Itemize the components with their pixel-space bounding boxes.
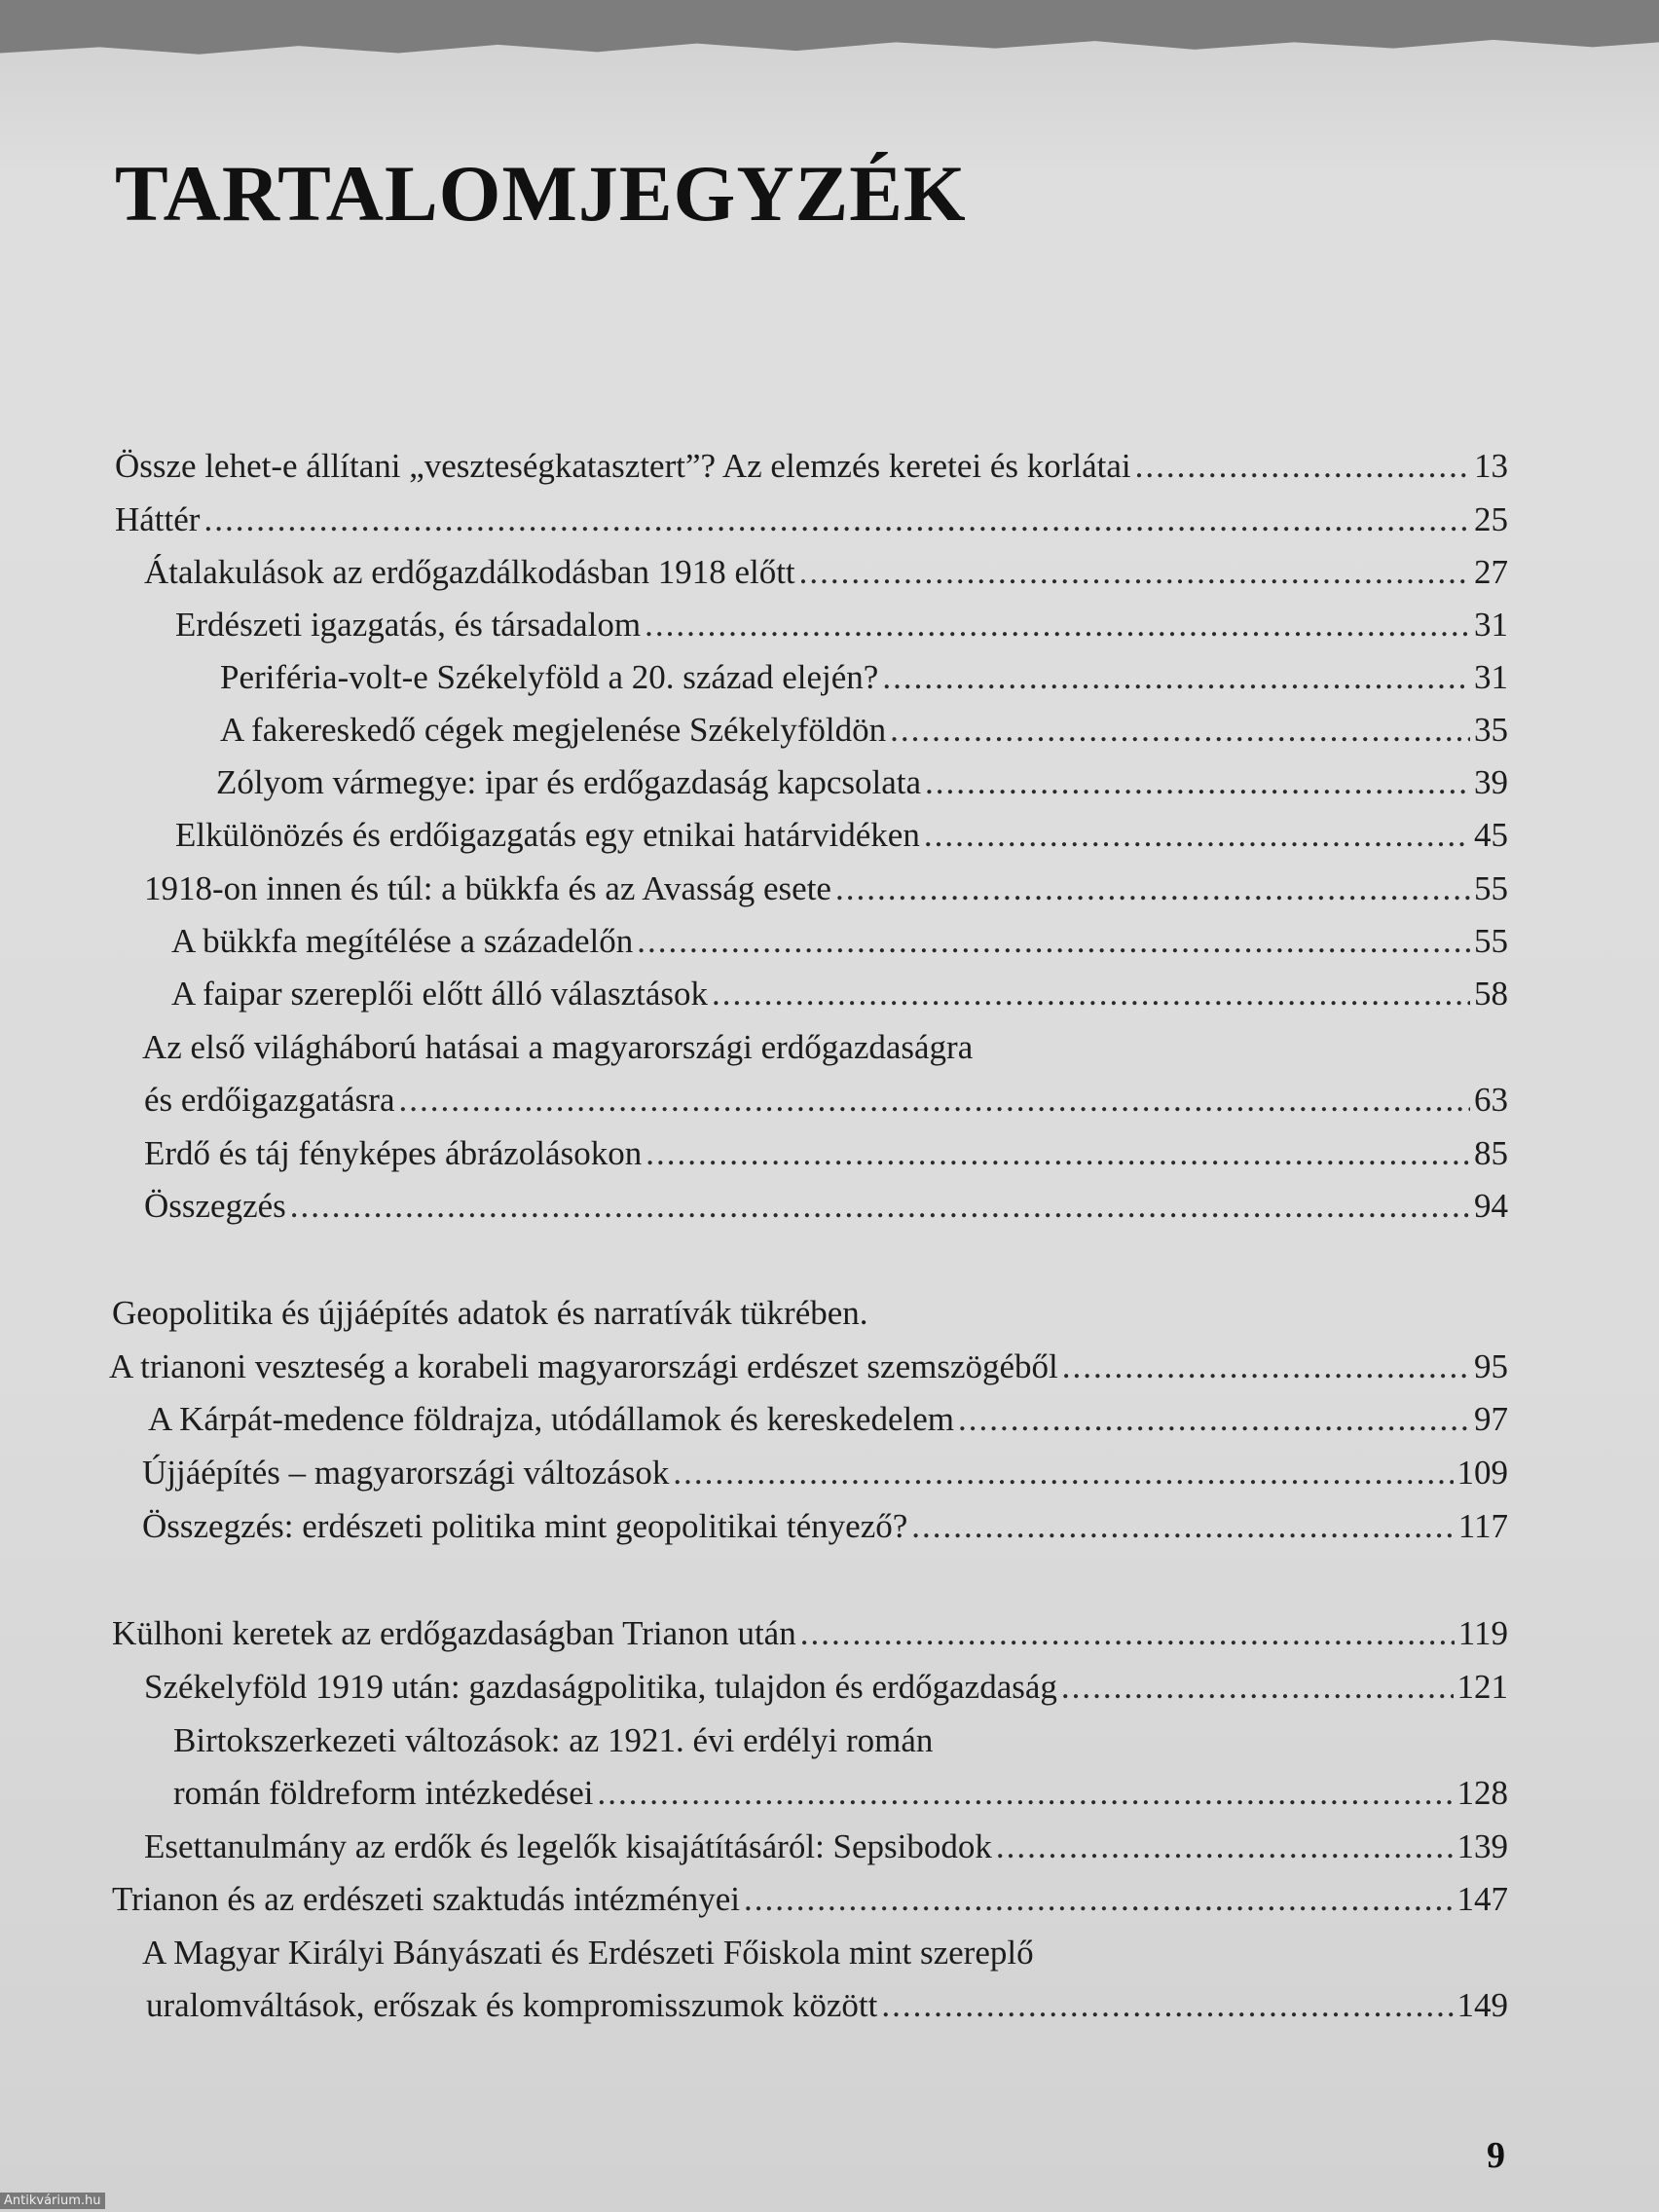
page-number: 9 [1487, 2135, 1505, 2176]
toc-entry [175, 606, 1508, 645]
toc-entry [144, 1187, 1508, 1226]
toc-entry [112, 1880, 1508, 1919]
watermark: Antikvárium.hu [0, 2193, 105, 2209]
toc-entry-label: A faipar szereplői előtt álló választások [171, 975, 709, 1013]
toc-entry-leader [911, 1507, 1455, 1546]
toc-entry-page: 94 [1474, 1187, 1508, 1225]
toc-entry [146, 1986, 1508, 2025]
toc-entry-label: Birtokszerkezeti változások: az 1921. évi erdélyi román [173, 1721, 934, 1759]
toc-entry-label: A Magyar Királyi Bányászati és Erdészeti Főiskola mint szereplő [142, 1934, 1034, 1972]
toc-entry-page: 85 [1474, 1134, 1508, 1172]
toc-entry [109, 1347, 1508, 1386]
toc-entry-label: Elkülönözés és erdőigazgatás egy etnikai határvidéken [175, 816, 920, 854]
toc-entry-page: 139 [1456, 1827, 1508, 1865]
toc-entry [144, 1827, 1508, 1866]
toc-entry-leader [881, 1986, 1453, 2025]
toc-entry [142, 1028, 1508, 1067]
toc-entry-label: Erdészeti igazgatás, és társadalom [175, 606, 642, 644]
toc-entry-leader [712, 975, 1470, 1014]
toc-entry-label: Periféria-volt-e Székelyföld a 20. század elején? [220, 658, 879, 696]
toc-entry-page: 63 [1474, 1081, 1508, 1119]
toc-entry-label: Háttér [115, 500, 201, 538]
toc-entry [144, 1668, 1508, 1707]
toc-entry-leader [744, 1880, 1453, 1919]
toc-entry-page: 97 [1474, 1400, 1508, 1438]
toc-entry-leader [597, 1774, 1453, 1813]
toc-entry [148, 1400, 1508, 1439]
toc-entry-label: A fakereskedő cégek megjelenése Székelyföldön [220, 711, 887, 749]
toc-entry-label: Újjáépítés – magyarországi változások [142, 1454, 670, 1492]
toc-entry-leader [996, 1827, 1454, 1866]
toc-entry [142, 1454, 1508, 1493]
toc-entry-label: uralomváltások, erőszak és kompromisszumok között [146, 1986, 878, 2024]
toc-entry-leader [399, 1081, 1471, 1120]
toc-entry-leader [645, 1134, 1470, 1173]
toc-entry [144, 869, 1508, 908]
toc-entry-leader [290, 1187, 1470, 1226]
toc-entry-label: Összegzés: erdészeti politika mint geopolitikai tényező? [142, 1507, 908, 1545]
toc-entry-page: 121 [1456, 1668, 1508, 1706]
toc-entry [142, 1934, 1508, 1972]
toc-entry-page: 119 [1457, 1614, 1508, 1652]
toc-entry-page: 39 [1474, 763, 1508, 801]
toc-entry-page: 27 [1474, 553, 1508, 591]
toc-entry-label: 1918-on innen és túl: a bükkfa és az Avasság esete [144, 869, 831, 907]
toc-entry [216, 763, 1508, 802]
toc-entry-leader [925, 763, 1470, 802]
toc-entry [142, 1507, 1508, 1546]
page-title: TARTALOMJEGYZÉK [115, 149, 967, 238]
toc-entry-page: 25 [1474, 500, 1508, 538]
toc-entry-leader [1061, 1668, 1454, 1707]
toc-entry-label: A Kárpát-medence földrajza, utódállamok és kereskedelem [148, 1400, 954, 1438]
toc-entry [112, 1294, 1508, 1333]
toc-entry-page: 45 [1474, 816, 1508, 854]
toc-entry [171, 922, 1508, 961]
toc-entry-page: 128 [1456, 1774, 1508, 1812]
toc-entry-page: 58 [1474, 975, 1508, 1013]
toc-entry-page: 147 [1456, 1880, 1508, 1918]
toc-entry-label: Erdő és táj fényképes ábrázolásokon [144, 1134, 643, 1172]
toc-entry-page: 149 [1456, 1986, 1508, 2024]
toc-entry-label: Zólyom vármegye: ipar és erdőgazdaság kapcsolata [216, 763, 922, 801]
toc-entry [144, 1081, 1508, 1120]
toc-entry-page: 13 [1474, 447, 1508, 485]
toc-entry-label: román földreform intézkedései [173, 1774, 594, 1812]
toc-entry-leader [637, 922, 1470, 961]
toc-entry-label: Az első világháború hatásai a magyarországi erdőgazdaságra [142, 1028, 974, 1066]
toc-entry-leader [1135, 447, 1470, 486]
toc-entry-leader [1062, 1347, 1470, 1386]
toc-entry-leader [799, 553, 1470, 592]
toc-entry-label: Átalakulások az erdőgazdálkodásban 1918 előtt [144, 553, 795, 591]
toc-entry-label: Össze lehet-e állítani „veszteségkatasztert”? Az elemzés keretei és korlátai [115, 447, 1131, 485]
toc-entry [171, 975, 1508, 1014]
toc-entry [115, 447, 1508, 486]
toc-entry-label: Külhoni keretek az erdőgazdaságban Trianon után [112, 1614, 796, 1652]
toc-entry-page: 95 [1474, 1347, 1508, 1385]
toc-entry-page: 55 [1474, 869, 1508, 907]
toc-entry [112, 1614, 1508, 1653]
toc-entry-label: Székelyföld 1919 után: gazdaságpolitika, tulajdon és erdőgazdaság [144, 1668, 1057, 1706]
toc-entry-leader [958, 1400, 1470, 1439]
toc-entry-leader [800, 1614, 1455, 1653]
toc-entry-leader [924, 816, 1470, 855]
toc-entry [115, 500, 1508, 539]
toc-entry [173, 1721, 1508, 1760]
toc-entry [175, 816, 1508, 855]
toc-entry-label: Trianon és az erdészeti szaktudás intézményei [112, 1880, 741, 1918]
toc-entry-label: Összegzés [144, 1187, 286, 1225]
toc-entry-page: 117 [1457, 1507, 1508, 1545]
toc-entry [173, 1774, 1508, 1813]
toc-entry-label: Esettanulmány az erdők és legelők kisajátításáról: Sepsibodok [144, 1827, 992, 1865]
toc-entry [144, 553, 1508, 592]
toc-entry [220, 711, 1508, 750]
toc-entry [144, 1134, 1508, 1173]
toc-entry-page: 31 [1474, 658, 1508, 696]
toc-entry-page: 55 [1474, 922, 1508, 960]
toc-entry-label: és erdőigazgatásra [144, 1081, 395, 1119]
toc-entry-leader [673, 1454, 1453, 1493]
toc-entry-leader [882, 658, 1470, 697]
toc-entry-leader [645, 606, 1470, 645]
toc-entry [220, 658, 1508, 697]
toc-entry-page: 35 [1474, 711, 1508, 749]
toc-entry-page: 31 [1474, 606, 1508, 644]
toc-entry-leader [835, 869, 1470, 908]
toc-entry-leader [890, 711, 1470, 750]
toc-entry-page: 109 [1456, 1454, 1508, 1492]
toc-entry-label: A trianoni veszteség a korabeli magyarországi erdészet szemszögéből [109, 1347, 1058, 1385]
toc-entry-label: Geopolitika és újjáépítés adatok és narratívák tükrében. [112, 1294, 868, 1332]
toc-entry-label: A bükkfa megítélése a századelőn [171, 922, 634, 960]
toc-entry-leader [203, 500, 1470, 539]
